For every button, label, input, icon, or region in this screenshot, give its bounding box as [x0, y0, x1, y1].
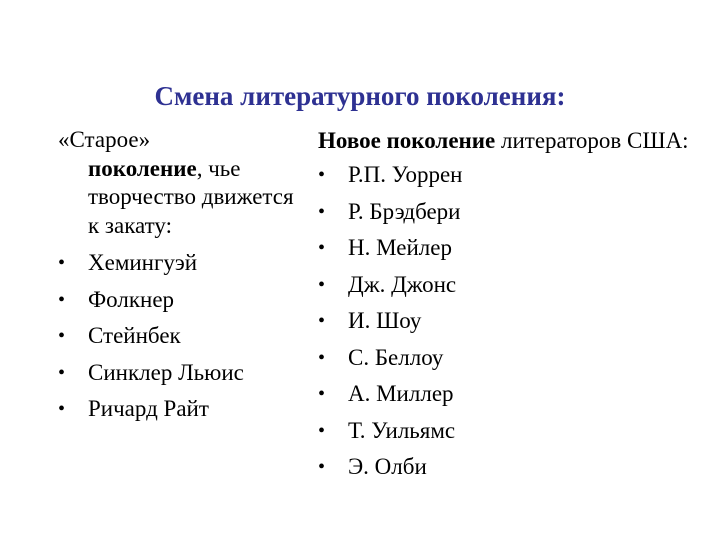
bullet-icon: •	[318, 273, 326, 296]
list-item	[58, 245, 308, 282]
list-item-text: Хемингуэй	[88, 250, 198, 275]
list-item	[318, 194, 708, 231]
list-item	[318, 303, 708, 340]
bullet-icon: •	[318, 346, 326, 369]
list-item-text: И. Шоу	[348, 308, 422, 333]
list-item-text: Стейнбек	[88, 323, 181, 348]
list-item	[58, 318, 308, 355]
bullet-icon: •	[58, 252, 66, 274]
bullet-icon: •	[58, 325, 66, 347]
list-item	[58, 391, 308, 428]
new-generation-list	[318, 157, 708, 486]
list-item-text: Ричард Райт	[88, 396, 209, 421]
list-item	[318, 449, 708, 486]
list-item	[318, 376, 708, 413]
list-item	[58, 282, 308, 319]
list-item	[318, 267, 708, 304]
list-item-text: Р.П. Уоррен	[348, 162, 463, 187]
bullet-icon: •	[318, 200, 326, 223]
new-generation-description: литераторов США:	[495, 128, 689, 153]
list-item-text: Р. Брэдбери	[348, 198, 461, 224]
list-item	[318, 230, 708, 267]
old-generation-column	[58, 126, 308, 428]
new-generation-heading	[318, 126, 708, 155]
bullet-icon: •	[318, 383, 326, 405]
list-item	[318, 157, 708, 194]
new-generation-column	[318, 126, 708, 486]
list-item-text: С. Беллоу	[348, 344, 444, 370]
list-item-text: Синклер Льюис	[88, 359, 244, 385]
bullet-icon: •	[318, 456, 326, 478]
old-generation-quote: «Старое»	[58, 127, 151, 152]
old-generation-list	[58, 245, 308, 428]
old-generation-heading	[58, 126, 308, 240]
bullet-icon: •	[318, 164, 326, 186]
old-generation-term: поколение	[88, 155, 197, 181]
bullet-icon: •	[58, 288, 66, 311]
list-item-text: А. Миллер	[348, 381, 454, 406]
new-generation-term: Новое поколение	[318, 128, 496, 153]
bullet-icon: •	[58, 361, 66, 384]
slide-title: Смена литературного поколения:	[154, 81, 566, 111]
list-item-text: Т. Уильямс	[348, 417, 456, 443]
list-item	[58, 355, 308, 392]
bullet-icon: •	[318, 310, 326, 332]
list-item-text: Фолкнер	[88, 286, 175, 312]
old-generation-description: , чье творчество движется к закату:	[88, 155, 294, 238]
list-item-text: Н. Мейлер	[348, 235, 452, 260]
bullet-icon: •	[58, 398, 66, 420]
bullet-icon: •	[318, 237, 326, 259]
list-item	[318, 340, 708, 377]
list-item-text: Дж. Джонс	[348, 271, 457, 297]
list-item-text: Э. Олби	[348, 454, 427, 479]
bullet-icon: •	[318, 419, 326, 442]
list-item	[318, 413, 708, 450]
